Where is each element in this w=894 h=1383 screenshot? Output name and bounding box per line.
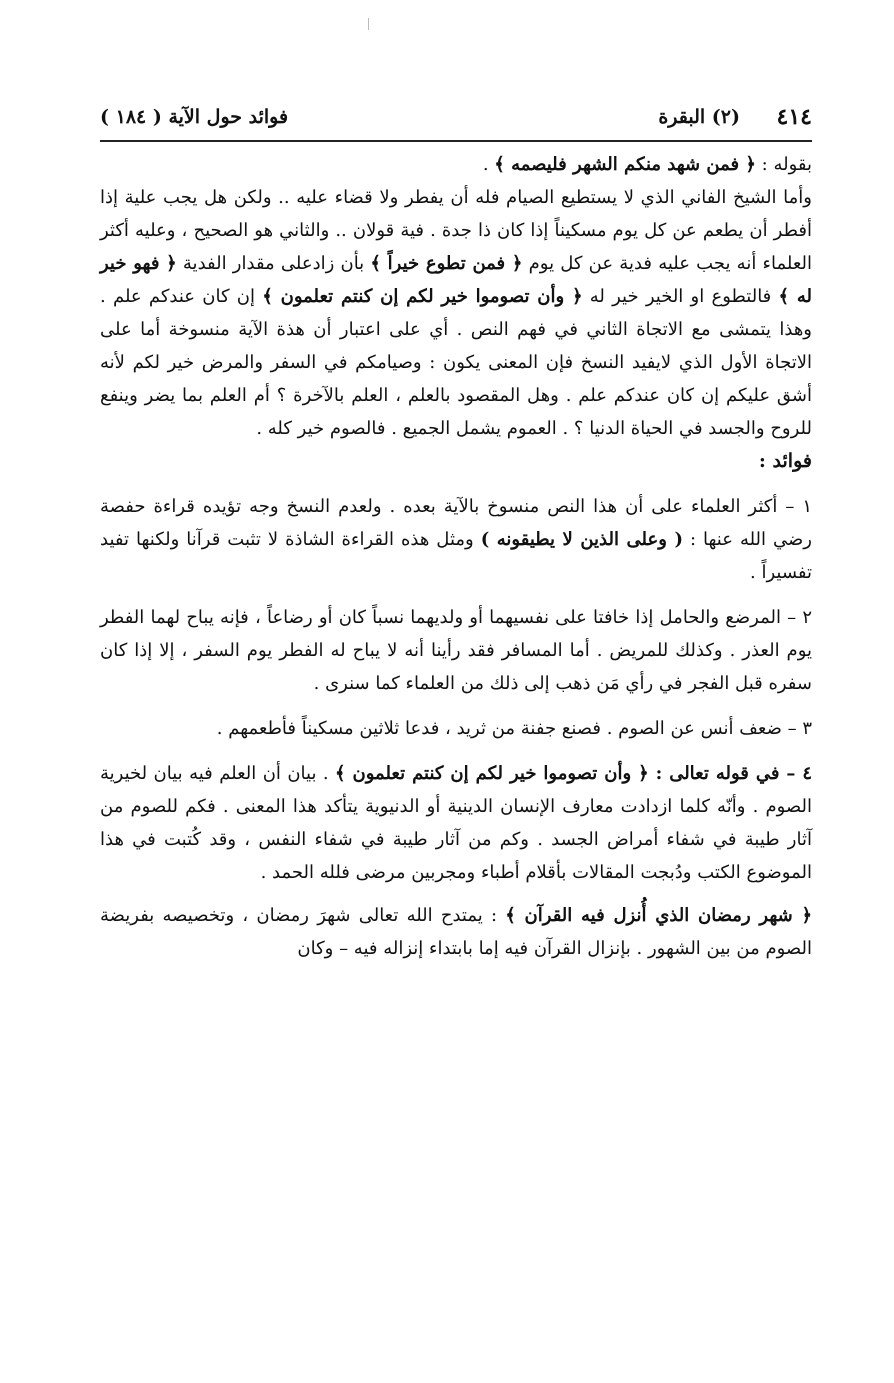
text-span: . بيان أن العلم فيه بيان لخيرية الصوم . وأنّه كلما ازدادت معارف الإنسان الدينية أو الدنيوية يتأكد هذا المعنى . فكم للصوم من آثار طيبة في شفاء أمراض الجسد . وكم من آثار طيبة في شفاء النفس ، وقد كُتبت في هذا الموضوع الكتب ودُبجت المقالات بأقلام أطباء ومجربين مرضى فلله الحمد . (100, 763, 812, 883)
header-subject: فوائد حول الآية ( ١٨٤ ) (100, 106, 289, 128)
paragraph (100, 181, 812, 445)
benefit-item: ٣ – ضعف أنس عن الصوم . فصنع جفنة من ثريد ، فدعا ثلاثين مسكيناً فأطعمهم . (216, 718, 812, 739)
benefit-item (100, 490, 812, 589)
text-span: : يمتدح الله تعالى شهرَ رمضان ، وتخصيصه بفريضة الصوم من بين الشهور . بإنزال القرآن فيه إما بابتداء إنزاله فيه – وكان (100, 905, 812, 959)
quran-quote: ﴿ فمن تطوع خيراً ﴾ (370, 253, 523, 274)
quran-quote: ﴿ شهر رمضان الذي أُنزل فيه القرآن ﴾ (505, 905, 812, 926)
paragraph (100, 148, 812, 181)
quran-quote: ٤ – في قوله تعالى : ﴿ وأن تصوموا خير لكم إن كنتم تعلمون ﴾ (335, 763, 813, 784)
text-span: فالتطوع او الخير خير له (582, 286, 779, 307)
sura-title: (٢) البقرة (658, 106, 740, 128)
text-span: ومثل هذه القراءة الشاذة لا تثبت قرآنا ولكنها تفيد تفسيراً . (100, 529, 812, 583)
quran-quote: ﴿ فمن شهد منكم الشهر فليصمه ﴾ (494, 154, 756, 175)
benefit-item: ٢ – المرضع والحامل إذا خافتا على نفسيهما أو ولديهما نسباً كان أو رضاعاً ، فإنه يباح لهما الفطر يوم العذر . وكذلك للمريض . أما المسافر فقد رأينا أنه لا يباح له الفطر يوم السفر ، إلا إذا كان سفره قبل الفجر في رأي مَن ذهب إلى ذلك من العلماء كما سنرى . (100, 607, 812, 694)
quran-quote: ﴿ فهو خير له ﴾ (100, 253, 812, 307)
benefit-item (100, 757, 812, 889)
quran-quote: ﴿ وأن تصوموا خير لكم إن كنتم تعلمون ﴾ (262, 286, 583, 307)
reading-quote: ( وعلى الذين لا يطيقونه ) (480, 529, 683, 550)
paragraph (100, 899, 812, 965)
text-span: . (482, 154, 495, 175)
scan-mark (368, 18, 369, 30)
page-number: ٤١٤ (776, 104, 812, 130)
text-span: وأما الشيخ الفاني الذي لا يستطيع الصيام فله أن يفطر ولا قضاء عليه .. ولكن هل يجب علية إذا أفطر أن يطعم عن كل يوم مسكيناً إذا كان ذا جدة . فية قولان .. والثاني هو الصحيح ، وعليه أكثر العلماء أنه يجب عليه فدية عن كل يوم (100, 187, 813, 274)
text-span: ١ – أكثر العلماء على أن هذا النص منسوخ بالآية بعده . ولعدم النسخ وجه تؤيده قراءة حفصة رضي الله عنها : (100, 496, 812, 550)
text-span: بأن زادعلى مقدار الفدية (176, 253, 371, 274)
text-span: بقوله : (755, 154, 812, 175)
page-header (100, 100, 812, 136)
header-rule (100, 140, 812, 142)
text-span: إن كان عندكم علم . وهذا يتمشى مع الاتجاة الثاني في فهم النص . أي على اعتبار أن هذة الآية منسوخة أما على الاتجاة الأول الذي لايفيد النسخ فإن المعنى يكون : وصيامكم في السفر والمرض خير لكم لأنه أشق عليكم إن كان عندكم علم . وهل المقصود بالعلم ، العلم بالآخرة ؟ أم العلم بما يضر وينفع للروح والجسد في الحياة الدنيا ؟ . العموم يشمل الجميع . فالصوم خير كله . (100, 286, 812, 439)
section-heading: فوائد : (758, 450, 812, 472)
page-body (100, 148, 812, 965)
